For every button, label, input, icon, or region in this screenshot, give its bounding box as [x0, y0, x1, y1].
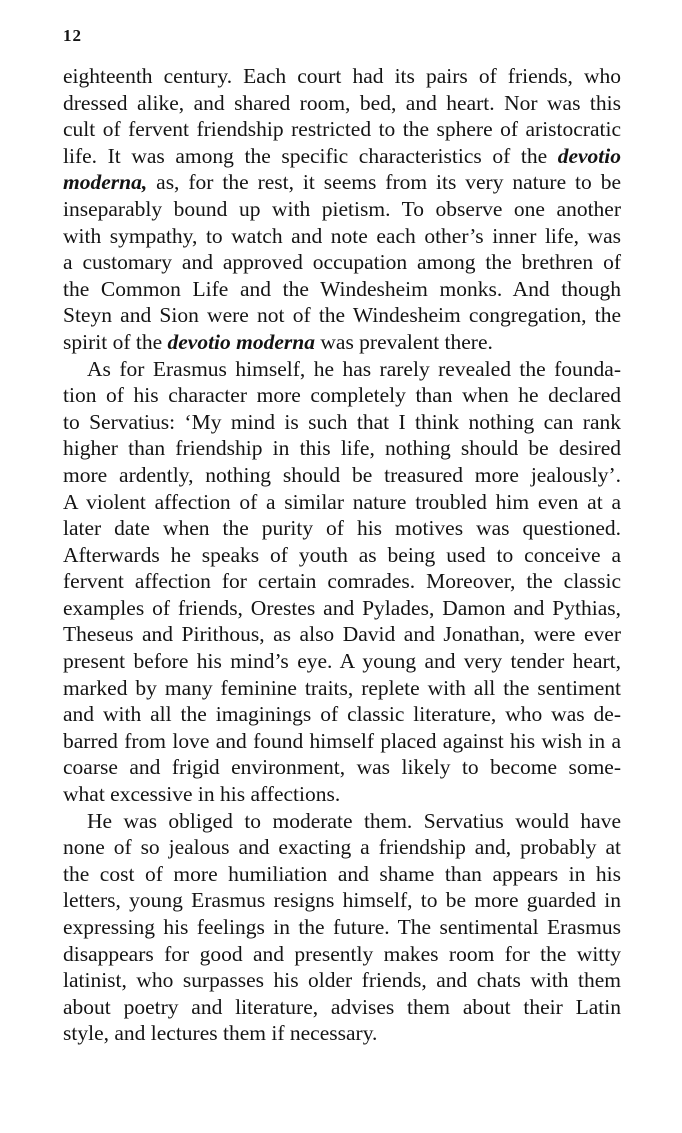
text-line [63, 515, 621, 542]
text-line [63, 90, 621, 117]
text-segment: expressing his feelings in the future. The sentimental Erasmus [63, 915, 621, 939]
text-segment: as, for the rest, it seems from its very nature to be [147, 170, 621, 195]
text-line [63, 249, 621, 276]
text-line [63, 382, 621, 409]
text-line [63, 861, 621, 888]
body-text [63, 63, 621, 1047]
paragraph [63, 808, 621, 1047]
text-segment: was prevalent there. [315, 329, 493, 354]
page-number: 12 [63, 26, 82, 45]
text-segment: to Servatius: ‘My mind is such that I think nothing can rank [63, 409, 621, 434]
text-line [63, 143, 621, 170]
italic-text: moderna, [63, 170, 148, 195]
text-segment: later date when the purity of his motives was questioned. [63, 516, 621, 541]
text-line [63, 435, 621, 462]
text-segment: inseparably bound up with pietism. To observe one another [63, 196, 621, 221]
text-segment: and with all the imaginings of classic literature, who was de- [63, 702, 621, 727]
text-segment: with sympathy, to watch and note each other’s inner life, was [63, 223, 621, 248]
italic-text: devotio [557, 143, 621, 168]
text-line [63, 675, 621, 702]
text-line [63, 63, 621, 90]
text-line [63, 329, 621, 356]
text-line [63, 356, 621, 383]
text-segment: higher than friendship in this life, nothing should be desired [63, 436, 621, 461]
text-segment: latinist, who surpasses his older friends, and chats with them [63, 968, 621, 993]
text-line [63, 728, 621, 755]
text-line [63, 462, 621, 489]
text-segment: marked by many feminine traits, replete with all the sentiment [63, 675, 621, 700]
text-line [63, 489, 621, 516]
text-segment: As for Erasmus himself, he has rarely revealed the founda- [87, 356, 621, 381]
text-line [63, 994, 621, 1021]
text-segment: tion of his character more completely than when he declared [63, 383, 621, 408]
text-segment: fervent affection for certain comrades. Moreover, the classic [63, 569, 621, 594]
paragraph [63, 63, 621, 356]
text-line [63, 542, 621, 569]
text-segment: disappears for good and presently makes room for the witty [63, 941, 621, 966]
text-segment: letters, young Erasmus resigns himself, to be more guarded in [63, 888, 621, 913]
text-line [63, 595, 621, 622]
text-segment: a customary and approved occupation among the brethren of [63, 250, 621, 275]
text-segment: present before his mind’s eye. A young and very tender heart, [63, 649, 621, 674]
text-line [63, 302, 621, 329]
text-segment: examples of friends, Orestes and Pylades, Damon and Pythias, [63, 595, 621, 620]
text-line [63, 834, 621, 861]
text-segment: what excessive in his affections. [63, 782, 341, 807]
text-line [63, 1020, 621, 1047]
text-segment: the Common Life and the Windesheim monks. And though [63, 276, 621, 301]
text-line [63, 781, 621, 808]
paragraph [63, 356, 621, 808]
text-line [63, 169, 621, 196]
text-line [63, 887, 621, 914]
text-segment: coarse and frigid environment, was likely to become some- [63, 755, 621, 780]
text-segment: more ardently, nothing should be treasured more jealously’. [63, 462, 621, 487]
text-line [63, 808, 621, 835]
text-segment: barred from love and found himself placed against his wish in a [63, 728, 621, 753]
text-segment: dressed alike, and shared room, bed, and heart. Nor was this [63, 90, 621, 115]
text-line [63, 196, 621, 223]
text-segment: eighteenth century. Each court had its pairs of friends, who [63, 64, 621, 88]
text-line [63, 941, 621, 968]
text-segment: Steyn and Sion were not of the Windesheim congregation, the [63, 303, 621, 328]
text-line [63, 701, 621, 728]
text-line [63, 621, 621, 648]
text-line [63, 914, 621, 941]
text-line [63, 568, 621, 595]
text-segment: life. It was among the specific characteristics of the [63, 143, 558, 168]
text-segment: Afterwards he speaks of youth as being used to conceive a [63, 542, 621, 567]
text-segment: none of so jealous and exacting a friendship and, probably at [63, 835, 621, 860]
text-line [63, 754, 621, 781]
text-line [63, 276, 621, 303]
text-segment: Theseus and Pirithous, as also David and Jonathan, were ever [63, 622, 621, 647]
text-segment: A violent affection of a similar nature troubled him even at a [63, 489, 621, 514]
text-segment: about poetry and literature, advises them about their Latin [63, 994, 621, 1019]
text-segment: spirit of the [63, 329, 168, 354]
text-line [63, 116, 621, 143]
text-segment: cult of fervent friendship restricted to the sphere of aristocratic [63, 117, 621, 142]
text-line [63, 223, 621, 250]
text-line [63, 409, 621, 436]
text-line [63, 648, 621, 675]
text-line [63, 967, 621, 994]
text-segment: the cost of more humiliation and shame than appears in his [63, 861, 621, 886]
text-segment: style, and lectures them if necessary. [63, 1021, 378, 1046]
italic-text: devotio moderna [167, 329, 315, 354]
text-segment: He was obliged to moderate them. Servatius would have [87, 808, 621, 833]
